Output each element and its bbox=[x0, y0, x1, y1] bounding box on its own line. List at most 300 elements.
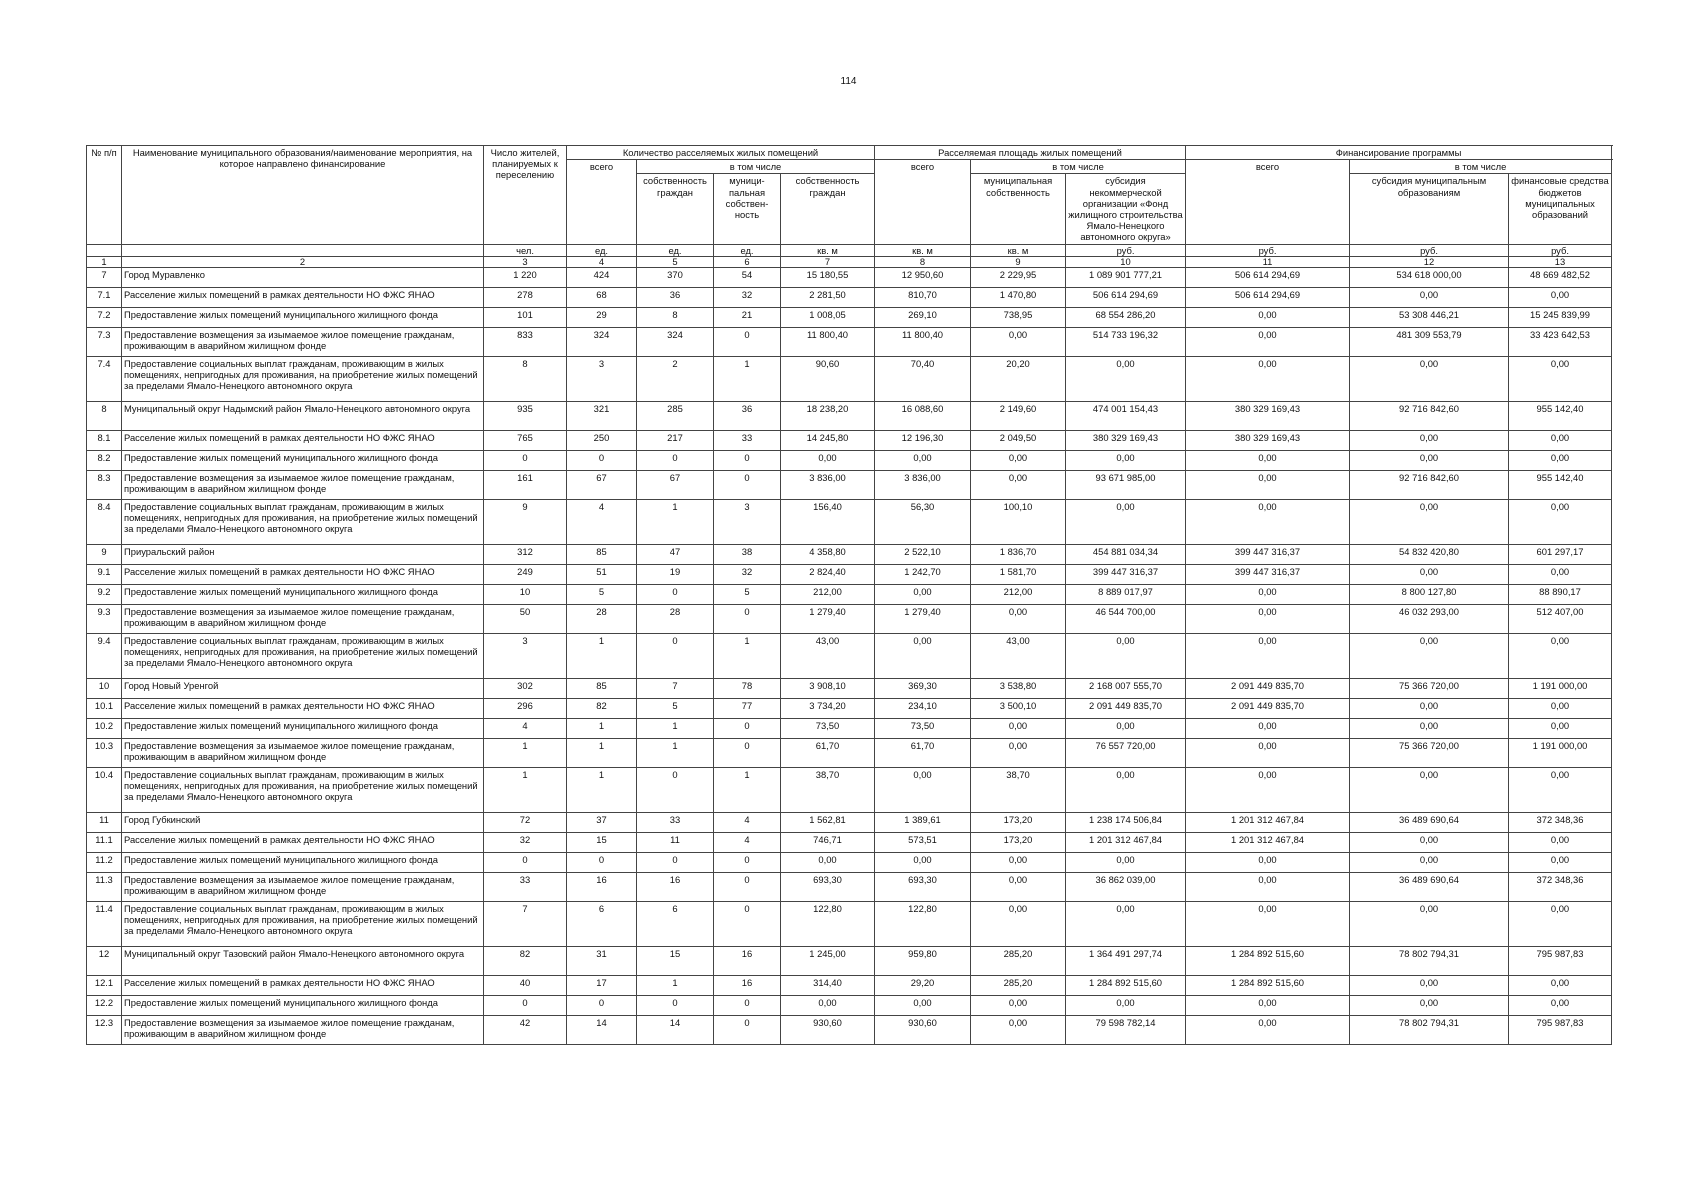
value-cell: 8 bbox=[637, 307, 714, 327]
value-cell: 0 bbox=[637, 584, 714, 604]
value-cell: 21 bbox=[714, 307, 781, 327]
value-cell: 61,70 bbox=[781, 738, 875, 767]
value-cell: 372 348,36 bbox=[1509, 812, 1612, 832]
value-cell: 0,00 bbox=[1186, 356, 1350, 401]
value-cell: 0,00 bbox=[1066, 499, 1186, 544]
value-cell: 6 bbox=[637, 901, 714, 946]
value-cell: 1 bbox=[567, 738, 637, 767]
value-cell: 19 bbox=[637, 564, 714, 584]
header-fin-total: всего bbox=[1186, 160, 1350, 244]
value-cell: 0,00 bbox=[1350, 718, 1509, 738]
value-cell: 47 bbox=[637, 544, 714, 564]
table-row bbox=[87, 307, 1612, 327]
value-cell: 1 bbox=[637, 718, 714, 738]
row-number: 9 bbox=[87, 544, 122, 564]
row-name: Расселение жилых помещений в рамках деятельности НО ФЖС ЯНАО bbox=[122, 430, 484, 450]
column-number: 5 bbox=[637, 256, 714, 267]
value-cell: 0,00 bbox=[971, 450, 1066, 470]
unit-cell: кв. м bbox=[781, 244, 875, 256]
value-cell: 0 bbox=[567, 995, 637, 1015]
table-row bbox=[87, 698, 1612, 718]
value-cell: 0,00 bbox=[781, 450, 875, 470]
row-name: Предоставление жилых помещений муниципального жилищного фонда bbox=[122, 718, 484, 738]
value-cell: 0,00 bbox=[1186, 767, 1350, 812]
row-number: 9.3 bbox=[87, 604, 122, 633]
value-cell: 0,00 bbox=[1350, 901, 1509, 946]
value-cell: 0,00 bbox=[1066, 633, 1186, 678]
value-cell: 0 bbox=[714, 852, 781, 872]
column-number: 10 bbox=[1066, 256, 1186, 267]
value-cell: 6 bbox=[567, 901, 637, 946]
value-cell: 0,00 bbox=[971, 604, 1066, 633]
page-number: 114 bbox=[840, 76, 857, 87]
row-name: Предоставление жилых помещений муниципального жилищного фонда bbox=[122, 584, 484, 604]
table-row bbox=[87, 832, 1612, 852]
value-cell: 9 bbox=[484, 499, 567, 544]
value-cell: 1 284 892 515,60 bbox=[1186, 975, 1350, 995]
value-cell: 380 329 169,43 bbox=[1186, 430, 1350, 450]
value-cell: 53 308 446,21 bbox=[1350, 307, 1509, 327]
column-number: 9 bbox=[971, 256, 1066, 267]
header-area-mun-own: муниципальная собственность bbox=[971, 174, 1066, 244]
value-cell: 73,50 bbox=[875, 718, 971, 738]
value-cell: 534 618 000,00 bbox=[1350, 267, 1509, 287]
value-cell: 1 bbox=[714, 633, 781, 678]
value-cell: 85 bbox=[567, 678, 637, 698]
value-cell: 1 238 174 506,84 bbox=[1066, 812, 1186, 832]
value-cell: 0,00 bbox=[1186, 738, 1350, 767]
unit-cell: руб. bbox=[1066, 244, 1186, 256]
table-row bbox=[87, 1015, 1612, 1044]
value-cell: 0,00 bbox=[875, 450, 971, 470]
value-cell: 29,20 bbox=[875, 975, 971, 995]
value-cell: 1 089 901 777,21 bbox=[1066, 267, 1186, 287]
row-number: 8.4 bbox=[87, 499, 122, 544]
value-cell: 0,00 bbox=[1350, 430, 1509, 450]
value-cell: 8 bbox=[484, 356, 567, 401]
value-cell: 0 bbox=[714, 470, 781, 499]
value-cell: 0 bbox=[714, 718, 781, 738]
value-cell: 693,30 bbox=[875, 872, 971, 901]
value-cell: 0,00 bbox=[1350, 633, 1509, 678]
value-cell: 1 bbox=[637, 738, 714, 767]
value-cell: 1 bbox=[714, 356, 781, 401]
row-number: 9.1 bbox=[87, 564, 122, 584]
value-cell: 88 890,17 bbox=[1509, 584, 1612, 604]
column-number: 4 bbox=[567, 256, 637, 267]
value-cell: 0 bbox=[484, 995, 567, 1015]
row-number: 11.3 bbox=[87, 872, 122, 901]
row-name: Предоставление возмещения за изымаемое жилое помещение гражданам, проживающим в аварийном жилищном фонде bbox=[122, 1015, 484, 1044]
value-cell: 0,00 bbox=[1509, 995, 1612, 1015]
value-cell: 33 bbox=[484, 872, 567, 901]
value-cell: 0,00 bbox=[971, 1015, 1066, 1044]
value-cell: 92 716 842,60 bbox=[1350, 401, 1509, 430]
value-cell: 0,00 bbox=[1509, 356, 1612, 401]
column-number: 1 bbox=[87, 256, 122, 267]
table-row bbox=[87, 287, 1612, 307]
value-cell: 16 bbox=[714, 975, 781, 995]
value-cell: 1 008,05 bbox=[781, 307, 875, 327]
value-cell: 0,00 bbox=[971, 901, 1066, 946]
row-name: Предоставление жилых помещений муниципального жилищного фонда bbox=[122, 995, 484, 1015]
resettlement-table bbox=[86, 145, 1612, 1045]
value-cell: 0,00 bbox=[1066, 852, 1186, 872]
value-cell: 33 bbox=[714, 430, 781, 450]
header-fin-incl: в том числе bbox=[1350, 160, 1612, 174]
value-cell: 32 bbox=[714, 287, 781, 307]
value-cell: 11 bbox=[637, 832, 714, 852]
value-cell: 0,00 bbox=[1350, 975, 1509, 995]
row-name: Предоставление возмещения за изымаемое жилое помещение гражданам, проживающим в аварийном жилищном фонде bbox=[122, 604, 484, 633]
value-cell: 1 bbox=[567, 633, 637, 678]
unit-cell: руб. bbox=[1186, 244, 1350, 256]
value-cell: 43,00 bbox=[781, 633, 875, 678]
row-name: Предоставление социальных выплат гражданам, проживающим в жилых помещениях, непригодных для проживания, на приобретение жилых помещений за пределами Ямало-Ненецкого автономного округа bbox=[122, 901, 484, 946]
row-number: 12.2 bbox=[87, 995, 122, 1015]
value-cell: 38,70 bbox=[971, 767, 1066, 812]
value-cell: 810,70 bbox=[875, 287, 971, 307]
value-cell: 61,70 bbox=[875, 738, 971, 767]
value-cell: 16 088,60 bbox=[875, 401, 971, 430]
row-number: 9.2 bbox=[87, 584, 122, 604]
value-cell: 2 281,50 bbox=[781, 287, 875, 307]
value-cell: 0,00 bbox=[1186, 450, 1350, 470]
value-cell: 15 245 839,99 bbox=[1509, 307, 1612, 327]
row-name: Предоставление жилых помещений муниципального жилищного фонда bbox=[122, 450, 484, 470]
value-cell: 0,00 bbox=[781, 995, 875, 1015]
row-name: Приуральский район bbox=[122, 544, 484, 564]
row-name: Предоставление возмещения за изымаемое жилое помещение гражданам, проживающим в аварийном жилищном фонде bbox=[122, 738, 484, 767]
value-cell: 795 987,83 bbox=[1509, 946, 1612, 975]
value-cell: 5 bbox=[567, 584, 637, 604]
value-cell: 1 364 491 297,74 bbox=[1066, 946, 1186, 975]
value-cell: 40 bbox=[484, 975, 567, 995]
value-cell: 0,00 bbox=[875, 633, 971, 678]
value-cell: 72 bbox=[484, 812, 567, 832]
value-cell: 1 284 892 515,60 bbox=[1066, 975, 1186, 995]
value-cell: 372 348,36 bbox=[1509, 872, 1612, 901]
value-cell: 90,60 bbox=[781, 356, 875, 401]
table-row bbox=[87, 975, 1612, 995]
value-cell: 795 987,83 bbox=[1509, 1015, 1612, 1044]
value-cell: 31 bbox=[567, 946, 637, 975]
value-cell: 51 bbox=[567, 564, 637, 584]
value-cell: 959,80 bbox=[875, 946, 971, 975]
value-cell: 250 bbox=[567, 430, 637, 450]
value-cell: 122,80 bbox=[875, 901, 971, 946]
value-cell: 0 bbox=[637, 633, 714, 678]
value-cell: 693,30 bbox=[781, 872, 875, 901]
value-cell: 77 bbox=[714, 698, 781, 718]
table-row bbox=[87, 450, 1612, 470]
row-name: Предоставление социальных выплат гражданам, проживающим в жилых помещениях, непригодных для проживания, на приобретение жилых помещений за пределами Ямало-Ненецкого автономного округа bbox=[122, 356, 484, 401]
value-cell: 8 889 017,97 bbox=[1066, 584, 1186, 604]
value-cell: 0,00 bbox=[1066, 901, 1186, 946]
value-cell: 28 bbox=[567, 604, 637, 633]
row-number: 12.1 bbox=[87, 975, 122, 995]
value-cell: 0 bbox=[714, 995, 781, 1015]
value-cell: 0 bbox=[714, 738, 781, 767]
value-cell: 0,00 bbox=[1509, 633, 1612, 678]
value-cell: 17 bbox=[567, 975, 637, 995]
value-cell: 1 562,81 bbox=[781, 812, 875, 832]
value-cell: 73,50 bbox=[781, 718, 875, 738]
value-cell: 0,00 bbox=[1509, 975, 1612, 995]
value-cell: 0,00 bbox=[1186, 633, 1350, 678]
value-cell: 399 447 316,37 bbox=[1186, 544, 1350, 564]
value-cell: 1 bbox=[567, 718, 637, 738]
value-cell: 1 bbox=[567, 767, 637, 812]
value-cell: 0,00 bbox=[1186, 499, 1350, 544]
value-cell: 2 091 449 835,70 bbox=[1186, 678, 1350, 698]
header-area-total: всего bbox=[875, 160, 971, 244]
header-rooms: Количество расселяемых жилых помещений bbox=[567, 146, 875, 160]
table-row bbox=[87, 872, 1612, 901]
column-numbers-row bbox=[87, 256, 1612, 267]
row-number: 7.4 bbox=[87, 356, 122, 401]
value-cell: 302 bbox=[484, 678, 567, 698]
value-cell: 0,00 bbox=[1186, 872, 1350, 901]
value-cell: 1 470,80 bbox=[971, 287, 1066, 307]
value-cell: 738,95 bbox=[971, 307, 1066, 327]
value-cell: 0,00 bbox=[1066, 450, 1186, 470]
table-row bbox=[87, 738, 1612, 767]
value-cell: 0,00 bbox=[1066, 995, 1186, 1015]
value-cell: 1 279,40 bbox=[875, 604, 971, 633]
value-cell: 36 489 690,64 bbox=[1350, 812, 1509, 832]
value-cell: 0,00 bbox=[971, 470, 1066, 499]
value-cell: 296 bbox=[484, 698, 567, 718]
value-cell: 5 bbox=[637, 698, 714, 718]
value-cell: 399 447 316,37 bbox=[1066, 564, 1186, 584]
value-cell: 0,00 bbox=[971, 327, 1066, 356]
column-number: 13 bbox=[1509, 256, 1612, 267]
value-cell: 0 bbox=[714, 901, 781, 946]
value-cell: 2 091 449 835,70 bbox=[1186, 698, 1350, 718]
value-cell: 514 733 196,32 bbox=[1066, 327, 1186, 356]
table-row bbox=[87, 633, 1612, 678]
table-row bbox=[87, 564, 1612, 584]
value-cell: 249 bbox=[484, 564, 567, 584]
column-number: 7 bbox=[781, 256, 875, 267]
value-cell: 1 581,70 bbox=[971, 564, 1066, 584]
value-cell: 1 284 892 515,60 bbox=[1186, 946, 1350, 975]
value-cell: 234,10 bbox=[875, 698, 971, 718]
header-rooms-incl: в том числе bbox=[637, 160, 875, 174]
row-name: Предоставление социальных выплат гражданам, проживающим в жилых помещениях, непригодных для проживания, на приобретение жилых помещений за пределами Ямало-Ненецкого автономного округа bbox=[122, 499, 484, 544]
value-cell: 11 800,40 bbox=[781, 327, 875, 356]
value-cell: 0,00 bbox=[1509, 430, 1612, 450]
value-cell: 0,00 bbox=[1066, 718, 1186, 738]
header-rooms-own-citizens: собственность граждан bbox=[637, 174, 714, 244]
value-cell: 321 bbox=[567, 401, 637, 430]
value-cell: 0 bbox=[714, 327, 781, 356]
value-cell: 935 bbox=[484, 401, 567, 430]
value-cell: 0,00 bbox=[875, 584, 971, 604]
value-cell: 0 bbox=[714, 450, 781, 470]
unit-cell: ед. bbox=[567, 244, 637, 256]
value-cell: 0,00 bbox=[1350, 450, 1509, 470]
value-cell: 100,10 bbox=[971, 499, 1066, 544]
row-name: Расселение жилых помещений в рамках деятельности НО ФЖС ЯНАО bbox=[122, 287, 484, 307]
table-row bbox=[87, 678, 1612, 698]
value-cell: 78 802 794,31 bbox=[1350, 946, 1509, 975]
row-name: Расселение жилых помещений в рамках деятельности НО ФЖС ЯНАО bbox=[122, 975, 484, 995]
value-cell: 0,00 bbox=[1350, 832, 1509, 852]
value-cell: 314,40 bbox=[781, 975, 875, 995]
row-number: 10.1 bbox=[87, 698, 122, 718]
value-cell: 0,00 bbox=[1350, 287, 1509, 307]
value-cell: 32 bbox=[484, 832, 567, 852]
value-cell: 38 bbox=[714, 544, 781, 564]
unit-cell: ед. bbox=[637, 244, 714, 256]
value-cell: 0,00 bbox=[781, 852, 875, 872]
row-name: Предоставление социальных выплат гражданам, проживающим в жилых помещениях, непригодных для проживания, на приобретение жилых помещений за пределами Ямало-Ненецкого автономного округа bbox=[122, 767, 484, 812]
value-cell: 12 196,30 bbox=[875, 430, 971, 450]
units-row bbox=[87, 244, 1612, 256]
table-row bbox=[87, 356, 1612, 401]
value-cell: 15 bbox=[567, 832, 637, 852]
table-row bbox=[87, 767, 1612, 812]
header-financing: Финансирование программы bbox=[1186, 146, 1612, 160]
value-cell: 1 279,40 bbox=[781, 604, 875, 633]
value-cell: 481 309 553,79 bbox=[1350, 327, 1509, 356]
value-cell: 1 bbox=[637, 499, 714, 544]
value-cell: 930,60 bbox=[875, 1015, 971, 1044]
table-row bbox=[87, 401, 1612, 430]
table-row bbox=[87, 946, 1612, 975]
row-number: 11 bbox=[87, 812, 122, 832]
table-row bbox=[87, 499, 1612, 544]
value-cell: 370 bbox=[637, 267, 714, 287]
value-cell: 0 bbox=[637, 450, 714, 470]
value-cell: 3 908,10 bbox=[781, 678, 875, 698]
value-cell: 399 447 316,37 bbox=[1186, 564, 1350, 584]
value-cell: 56,30 bbox=[875, 499, 971, 544]
value-cell: 3 bbox=[567, 356, 637, 401]
row-name: Город Муравленко bbox=[122, 267, 484, 287]
value-cell: 0,00 bbox=[1186, 307, 1350, 327]
value-cell: 278 bbox=[484, 287, 567, 307]
value-cell: 285,20 bbox=[971, 975, 1066, 995]
header-num: № п/п bbox=[87, 146, 122, 245]
value-cell: 3 538,80 bbox=[971, 678, 1066, 698]
value-cell: 0 bbox=[484, 852, 567, 872]
value-cell: 68 bbox=[567, 287, 637, 307]
value-cell: 0,00 bbox=[1186, 604, 1350, 633]
value-cell: 0 bbox=[714, 604, 781, 633]
value-cell: 0,00 bbox=[1509, 564, 1612, 584]
value-cell: 0,00 bbox=[1350, 995, 1509, 1015]
value-cell: 312 bbox=[484, 544, 567, 564]
unit-cell: ед. bbox=[714, 244, 781, 256]
row-number: 7.1 bbox=[87, 287, 122, 307]
value-cell: 0,00 bbox=[1509, 832, 1612, 852]
header-name: Наименование муниципального образования/наименование мероприятия, на которое направлено финансирование bbox=[122, 146, 484, 245]
value-cell: 75 366 720,00 bbox=[1350, 738, 1509, 767]
value-cell: 0,00 bbox=[1066, 767, 1186, 812]
row-name: Предоставление возмещения за изымаемое жилое помещение гражданам, проживающим в аварийном жилищном фонде bbox=[122, 872, 484, 901]
column-number: 11 bbox=[1186, 256, 1350, 267]
value-cell: 285,20 bbox=[971, 946, 1066, 975]
header-fin-budget: финансовые средства бюджетов муниципальных образований bbox=[1509, 174, 1612, 244]
header-area-own-citizens: собственность граждан bbox=[781, 174, 875, 244]
value-cell: 85 bbox=[567, 544, 637, 564]
value-cell: 1 201 312 467,84 bbox=[1186, 832, 1350, 852]
unit-cell: чел. bbox=[484, 244, 567, 256]
value-cell: 3 836,00 bbox=[875, 470, 971, 499]
value-cell: 4 bbox=[567, 499, 637, 544]
value-cell: 82 bbox=[567, 698, 637, 718]
value-cell: 0,00 bbox=[1509, 718, 1612, 738]
value-cell: 0,00 bbox=[971, 852, 1066, 872]
value-cell: 1 242,70 bbox=[875, 564, 971, 584]
value-cell: 10 bbox=[484, 584, 567, 604]
value-cell: 7 bbox=[637, 678, 714, 698]
value-cell: 0,00 bbox=[1350, 698, 1509, 718]
value-cell: 3 500,10 bbox=[971, 698, 1066, 718]
value-cell: 0,00 bbox=[1186, 584, 1350, 604]
value-cell: 33 bbox=[637, 812, 714, 832]
value-cell: 54 832 420,80 bbox=[1350, 544, 1509, 564]
value-cell: 33 423 642,53 bbox=[1509, 327, 1612, 356]
value-cell: 0,00 bbox=[1350, 767, 1509, 812]
value-cell: 1 220 bbox=[484, 267, 567, 287]
value-cell: 4 358,80 bbox=[781, 544, 875, 564]
value-cell: 955 142,40 bbox=[1509, 470, 1612, 499]
value-cell: 76 557 720,00 bbox=[1066, 738, 1186, 767]
column-number: 8 bbox=[875, 256, 971, 267]
value-cell: 1 245,00 bbox=[781, 946, 875, 975]
value-cell: 0,00 bbox=[875, 767, 971, 812]
value-cell: 474 001 154,43 bbox=[1066, 401, 1186, 430]
value-cell: 0,00 bbox=[1350, 564, 1509, 584]
value-cell: 1 389,61 bbox=[875, 812, 971, 832]
row-name: Расселение жилых помещений в рамках деятельности НО ФЖС ЯНАО bbox=[122, 564, 484, 584]
value-cell: 0,00 bbox=[1509, 499, 1612, 544]
value-cell: 3 bbox=[714, 499, 781, 544]
value-cell: 161 bbox=[484, 470, 567, 499]
row-name: Город Новый Уренгой bbox=[122, 678, 484, 698]
header-residents: Число жителей, планируемых к переселению bbox=[484, 146, 567, 245]
value-cell: 122,80 bbox=[781, 901, 875, 946]
value-cell: 0,00 bbox=[1509, 698, 1612, 718]
value-cell: 50 bbox=[484, 604, 567, 633]
value-cell: 0,00 bbox=[1186, 852, 1350, 872]
header-rooms-total: всего bbox=[567, 160, 637, 244]
header-rooms-mun-own: муници-пальная собствен-ность bbox=[714, 174, 781, 244]
row-name: Расселение жилых помещений в рамках деятельности НО ФЖС ЯНАО bbox=[122, 832, 484, 852]
value-cell: 36 489 690,64 bbox=[1350, 872, 1509, 901]
row-name: Муниципальный округ Тазовский район Ямало-Ненецкого автономного округа bbox=[122, 946, 484, 975]
value-cell: 0,00 bbox=[1186, 470, 1350, 499]
value-cell: 0,00 bbox=[1509, 767, 1612, 812]
value-cell: 2 149,60 bbox=[971, 401, 1066, 430]
value-cell: 14 bbox=[567, 1015, 637, 1044]
header-area: Расселяемая площадь жилых помещений bbox=[875, 146, 1186, 160]
unit-cell: кв. м bbox=[971, 244, 1066, 256]
value-cell: 0 bbox=[637, 852, 714, 872]
unit-cell: руб. bbox=[1509, 244, 1612, 256]
value-cell: 1 201 312 467,84 bbox=[1066, 832, 1186, 852]
value-cell: 506 614 294,69 bbox=[1186, 267, 1350, 287]
row-number: 12 bbox=[87, 946, 122, 975]
value-cell: 0,00 bbox=[971, 718, 1066, 738]
value-cell: 0,00 bbox=[1350, 499, 1509, 544]
value-cell: 1 191 000,00 bbox=[1509, 738, 1612, 767]
row-number: 10.4 bbox=[87, 767, 122, 812]
